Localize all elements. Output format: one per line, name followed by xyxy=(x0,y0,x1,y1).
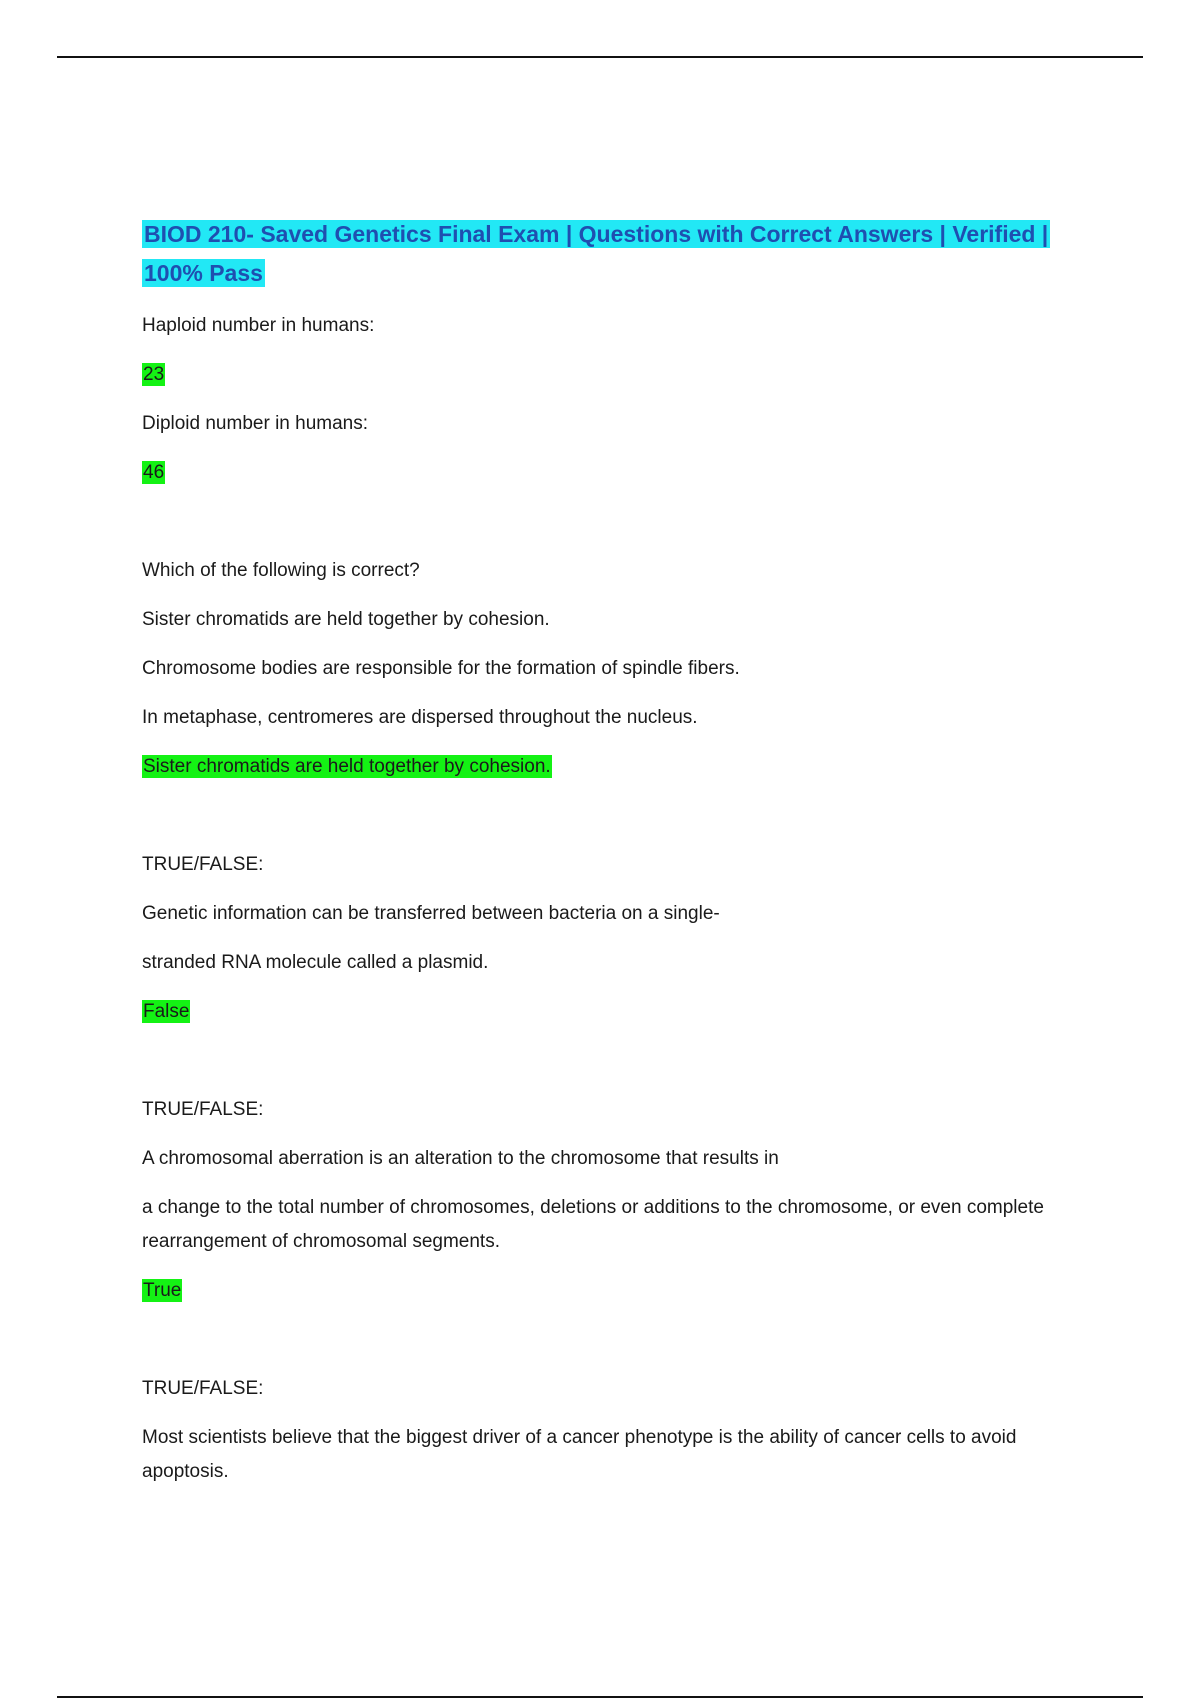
true-false-label: TRUE/FALSE: xyxy=(142,854,264,875)
question-haploid xyxy=(142,309,1072,392)
question-text: A chromosomal aberration is an alteration to the chromosome that results in xyxy=(142,1148,779,1169)
option-text: In metaphase, centromeres are dispersed throughout the nucleus. xyxy=(142,707,698,728)
document-body xyxy=(142,215,1072,1504)
answer-highlight: Sister chromatids are held together by cohesion. xyxy=(143,756,551,777)
answer-highlight: True xyxy=(143,1280,182,1301)
question-prompt: Haploid number in humans: xyxy=(142,315,375,336)
question-text: stranded RNA molecule called a plasmid. xyxy=(142,952,489,973)
answer-highlight: 46 xyxy=(143,462,165,483)
document-title xyxy=(142,215,1072,293)
title-text: BIOD 210- Saved Genetics Final Exam | Questions with Correct Answers | Verified | 100% Pass xyxy=(144,221,1049,286)
header-rule xyxy=(57,56,1143,58)
spacer xyxy=(142,1044,1072,1093)
question-prompt: Which of the following is correct? xyxy=(142,560,420,581)
answer-highlight: 23 xyxy=(143,364,165,385)
question-which-correct xyxy=(142,554,1072,784)
question-apoptosis xyxy=(142,1372,1072,1489)
footer-rule xyxy=(57,1696,1143,1698)
question-diploid xyxy=(142,407,1072,490)
spacer xyxy=(142,505,1072,554)
question-text: Genetic information can be transferred between bacteria on a single- xyxy=(142,903,720,924)
true-false-label: TRUE/FALSE: xyxy=(142,1099,264,1120)
spacer xyxy=(142,799,1072,848)
spacer xyxy=(142,1323,1072,1372)
true-false-label: TRUE/FALSE: xyxy=(142,1378,264,1399)
question-prompt: Diploid number in humans: xyxy=(142,413,369,434)
option-text: Chromosome bodies are responsible for the formation of spindle fibers. xyxy=(142,658,740,679)
question-text: a change to the total number of chromosomes, deletions or additions to the chromosome, or even complete rearrangement of chromosomal segments. xyxy=(142,1197,1044,1252)
question-aberration xyxy=(142,1093,1072,1308)
answer-highlight: False xyxy=(143,1001,190,1022)
option-text: Sister chromatids are held together by cohesion. xyxy=(142,609,550,630)
question-text: Most scientists believe that the biggest driver of a cancer phenotype is the ability of cancer cells to avoid apoptosis. xyxy=(142,1427,1017,1482)
question-plasmid xyxy=(142,848,1072,1029)
